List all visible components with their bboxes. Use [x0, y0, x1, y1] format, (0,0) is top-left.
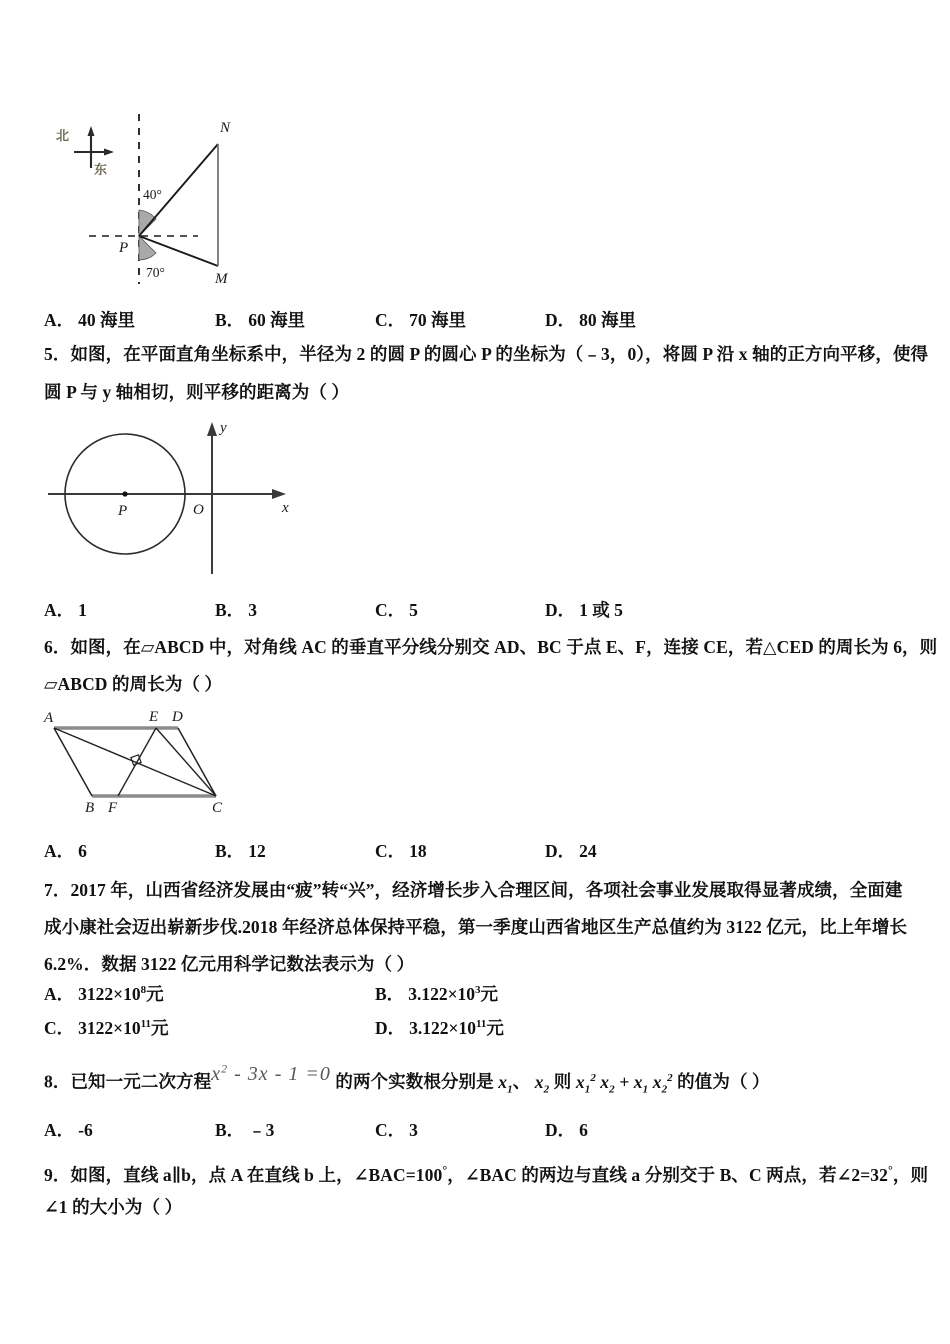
q9-text-a: 9．如图，直线 a	[44, 1164, 172, 1185]
svg-text:东: 东	[94, 162, 108, 177]
option-label: A．	[44, 600, 75, 620]
q5-option-b[interactable]	[215, 597, 257, 622]
option-mantissa: 3122×10	[78, 984, 141, 1004]
q8-option-d[interactable]	[545, 1117, 588, 1142]
option-text: 3	[409, 1120, 418, 1140]
option-label: B．	[215, 600, 245, 620]
option-text: 70 海里	[409, 310, 467, 330]
label-P: P	[119, 240, 129, 256]
option-label: A．	[44, 841, 75, 861]
option-label: A．	[44, 310, 75, 330]
q7-line-3: 6.2%．数据 3122 亿元用科学记数法表示为（ ）	[44, 954, 415, 974]
q6-option-c[interactable]	[375, 838, 427, 863]
option-label: B．	[375, 984, 405, 1004]
compass-icon	[56, 126, 114, 177]
q4-bearing-figure	[46, 100, 296, 295]
option-label: C．	[375, 310, 406, 330]
option-label: D．	[545, 1120, 576, 1140]
option-unit: 元	[480, 984, 499, 1004]
option-text: 80 海里	[579, 310, 637, 330]
label-x-axis: x	[282, 500, 289, 516]
option-text: 1 或 5	[579, 600, 623, 620]
option-unit: 元	[146, 984, 164, 1004]
label-F: F	[108, 800, 118, 816]
svg-text:北: 北	[56, 128, 70, 143]
q9-line-1	[44, 1157, 928, 1188]
degree-symbol-1: °	[442, 1163, 448, 1177]
perpendicular-bisector-ef	[118, 728, 156, 796]
option-text: 40 海里	[78, 310, 136, 330]
option-text: 12	[248, 841, 266, 861]
q5-options-row	[44, 597, 924, 623]
option-unit: 元	[486, 1018, 504, 1038]
option-label: C．	[375, 841, 406, 861]
diagonal-ac	[54, 728, 216, 796]
option-label: C．	[44, 1018, 75, 1038]
q4-option-d[interactable]	[545, 307, 636, 332]
label-N: N	[220, 120, 231, 136]
q8-middle: 的两个实数根分别是	[335, 1071, 494, 1092]
label-angle-40: 40°	[143, 187, 162, 202]
q7-line-2: 成小康社会迈出崭新步伐.2018 年经济总体保持平稳，第一季度山西省地区生产总值约为 3122 亿元，比上年增长	[44, 917, 908, 937]
option-label: D．	[545, 310, 576, 330]
q5-line-1: 5．如图，在平面直角坐标系中，半径为 2 的圆 P 的圆心 P 的坐标为（﹣3，0），将圆 P 沿 x 轴的正方向平移，使得	[44, 344, 929, 364]
q7-option-a[interactable]	[44, 981, 164, 1006]
q5-option-a[interactable]	[44, 597, 87, 622]
q9-text-d: ，则	[892, 1164, 929, 1185]
q7-options-row-2	[44, 1015, 924, 1041]
q8-options-row	[44, 1117, 924, 1143]
label-E: E	[149, 709, 159, 725]
option-label: B．	[215, 841, 245, 861]
q6-line-1: 6．如图，在▱ABCD 中，对角线 AC 的垂直平分线分别交 AD、BC 于点 E、F，连接 CE，若△CED 的周长为 6，则	[44, 637, 938, 657]
option-text: 24	[579, 841, 597, 861]
q8-then: 则	[553, 1071, 572, 1092]
option-text: 1	[78, 600, 87, 620]
q8-option-b[interactable]	[215, 1117, 274, 1142]
center-point-p	[122, 491, 127, 496]
option-text: ﹣3	[248, 1120, 275, 1140]
q8-option-a[interactable]	[44, 1117, 93, 1142]
q6-parallelogram-figure	[38, 704, 243, 816]
option-text: 18	[409, 841, 427, 861]
q4-options-row	[44, 307, 924, 333]
option-text: 6	[78, 841, 87, 861]
label-y-axis: y	[220, 420, 227, 436]
q7-line-1: 7．2017 年，山西省经济发展由“疲”转“兴”，经济增长步入合理区间，各项社会事业发展取得显著成绩，全面建	[44, 880, 903, 900]
q8-root1: $x_1$	[498, 1071, 513, 1096]
degree-symbol-2: °	[887, 1163, 893, 1177]
option-label: A．	[44, 1120, 75, 1140]
label-C: C	[212, 800, 223, 816]
option-text: -6	[78, 1120, 93, 1140]
label-O: O	[193, 502, 204, 518]
label-D: D	[172, 709, 183, 725]
q6-option-a[interactable]	[44, 838, 87, 863]
option-label: C．	[375, 600, 406, 620]
label-P: P	[118, 503, 128, 519]
option-label: D．	[375, 1018, 406, 1038]
option-label: B．	[215, 310, 245, 330]
label-B: B	[85, 800, 95, 816]
q7-option-d[interactable]	[375, 1015, 504, 1040]
option-label: D．	[545, 600, 576, 620]
parallel-symbol: ∥	[171, 1164, 182, 1185]
option-mantissa: 3.122×10	[409, 1018, 476, 1038]
q9-text-c: ，∠BAC 的两边与直线 a 分别交于 B、C 两点，若∠2=32	[447, 1164, 888, 1185]
q8-sep: 、	[512, 1071, 531, 1092]
q5-option-d[interactable]	[545, 597, 623, 622]
option-text: 6	[579, 1120, 588, 1140]
option-label: A．	[44, 984, 75, 1004]
q6-option-d[interactable]	[545, 838, 597, 863]
q8-option-c[interactable]	[375, 1117, 418, 1142]
q8-expression: $x_1^2$ $x_2 + x_1$ $x_2^2$	[575, 1071, 673, 1096]
q7-option-c[interactable]	[44, 1015, 169, 1040]
option-text: 60 海里	[248, 310, 306, 330]
q9-text-b: b，点 A 在直线 b 上，∠BAC=100	[181, 1164, 443, 1185]
label-M: M	[215, 271, 228, 287]
q6-options-row	[44, 838, 924, 864]
option-text: 3	[248, 600, 257, 620]
option-text: 5	[409, 600, 418, 620]
option-exponent: 8	[140, 984, 147, 997]
q8-prefix: 8．已知一元二次方程	[44, 1071, 212, 1092]
q7-option-b[interactable]	[375, 981, 498, 1006]
q5-option-c[interactable]	[375, 597, 418, 622]
q4-option-b[interactable]	[215, 307, 305, 332]
q4-option-c[interactable]	[375, 307, 466, 332]
segment-ce	[156, 728, 216, 796]
q6-option-b[interactable]	[215, 838, 266, 863]
q5-line-2: 圆 P 与 y 轴相切，则平移的距离为（ ）	[44, 382, 350, 402]
option-exponent: 11	[476, 1018, 487, 1031]
q8-suffix: 的值为（ ）	[677, 1071, 770, 1092]
q9-line-2: ∠1 的大小为（ ）	[44, 1197, 183, 1217]
q5-circle-figure	[44, 416, 304, 581]
q8-line-1	[44, 1063, 770, 1102]
q7-options-row-1	[44, 981, 924, 1007]
option-exponent: 11	[140, 1018, 152, 1031]
q8-equation: $x^2 - 3x - 1 =0$	[211, 1061, 331, 1085]
option-exponent: 3	[475, 984, 481, 997]
q8-root2: $x_2$	[534, 1071, 550, 1096]
label-angle-70: 70°	[146, 265, 165, 280]
option-label: B．	[215, 1120, 245, 1140]
q6-line-2: ▱ABCD 的周长为（ ）	[44, 674, 223, 694]
option-mantissa: 3.122×10	[408, 984, 476, 1004]
option-mantissa: 3122×10	[78, 1018, 141, 1038]
option-label: D．	[545, 841, 576, 861]
label-A: A	[44, 710, 54, 726]
option-label: C．	[375, 1120, 406, 1140]
q4-option-a[interactable]	[44, 307, 135, 332]
option-unit: 元	[151, 1018, 169, 1038]
